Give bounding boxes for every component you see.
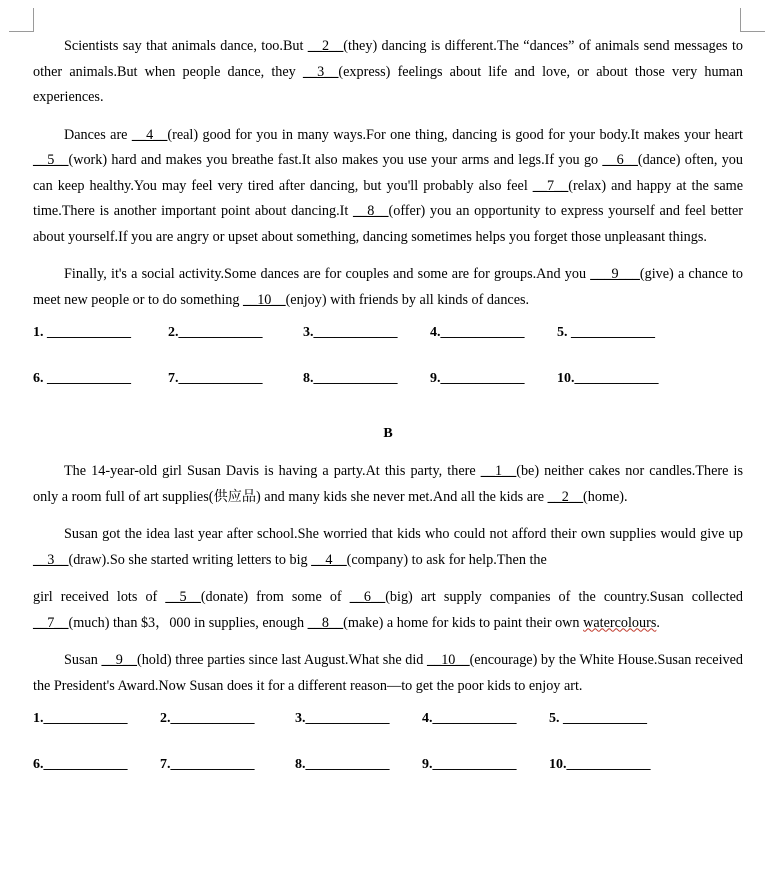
answer-row-a1 xyxy=(33,325,743,359)
blank-a10: __10__ xyxy=(243,291,286,308)
blank-a5: __5__ xyxy=(33,152,69,168)
blank-a2: __2__ xyxy=(307,38,344,54)
answer-row-b2 xyxy=(33,757,743,791)
document-page xyxy=(33,34,743,803)
answer-blank-b5[interactable]: 5. ____________ xyxy=(549,711,647,726)
answer-blank-a3[interactable]: 3.____________ xyxy=(303,325,398,340)
page-corner-mark xyxy=(740,31,765,32)
page-corner-mark xyxy=(9,31,34,32)
blank-b9: __9__ xyxy=(101,652,137,668)
blank-a8: __8__ xyxy=(353,203,389,219)
paragraph-a3: Finally, it's a social activity.Some dances are for couples and some are for groups.And you ___9___(give) a chance to meet new people or to do something __10__(enjoy) with friends by all kinds of dances. xyxy=(33,266,743,308)
answer-blank-a5[interactable]: 5. ____________ xyxy=(557,325,655,340)
answer-blank-a6[interactable]: 6. ____________ xyxy=(33,371,131,386)
answer-blank-b2[interactable]: 2.____________ xyxy=(160,711,255,726)
answer-blank-a10[interactable]: 10.____________ xyxy=(557,371,659,386)
answer-blank-b3[interactable]: 3.____________ xyxy=(295,711,390,726)
answer-blank-b1[interactable]: 1.____________ xyxy=(33,711,128,726)
blank-b4: __4__ xyxy=(311,551,347,568)
answer-blank-a9[interactable]: 9.____________ xyxy=(430,371,525,386)
blank-a4: __4__ xyxy=(131,126,168,143)
answer-row-b1 xyxy=(33,711,743,745)
answer-blank-b4[interactable]: 4.____________ xyxy=(422,711,517,726)
paragraph-a1: Scientists say that animals dance, too.But __2__(they) dancing is different.The “dances” of animals send messages to other animals.But when people dance, they __3__(express) feelings about life and love, or about those very human experiences. xyxy=(33,38,743,105)
answer-row-a2 xyxy=(33,371,743,405)
answer-blank-b8[interactable]: 8.____________ xyxy=(295,757,390,772)
paragraph-b2: Susan got the idea last year after school.She worried that kids who could not afford their own supplies would give up __3__(draw).So she started writing letters to big __4__(company) to ask for help.Then the xyxy=(33,526,743,568)
answer-blank-a7[interactable]: 7.____________ xyxy=(168,371,263,386)
answer-blank-a2[interactable]: 2.____________ xyxy=(168,325,263,340)
answer-blank-a8[interactable]: 8.____________ xyxy=(303,371,398,386)
blank-a7: __7__ xyxy=(532,177,569,194)
blank-b3: __3__ xyxy=(33,551,69,568)
blank-b6: __6__ xyxy=(349,589,386,605)
paragraph-b1: The 14-year-old girl Susan Davis is having a party.At this party, there __1__(be) neither cakes nor candles.There is only a room full of art supplies(供应品) and many kids she never met.And all the kids are __2__(home). xyxy=(33,463,743,505)
answer-blank-a4[interactable]: 4.____________ xyxy=(430,325,525,340)
section-heading-b: B xyxy=(383,426,393,441)
answer-blank-b9[interactable]: 9.____________ xyxy=(422,757,517,772)
blank-b1: __1__ xyxy=(480,463,517,479)
answer-blank-a1[interactable]: 1. ____________ xyxy=(33,325,131,340)
blank-b10: __10__ xyxy=(427,652,470,668)
blank-b8: __8__ xyxy=(307,614,344,631)
blank-b2: __2__ xyxy=(547,488,584,505)
blank-a6: __6__ xyxy=(602,152,638,168)
page-corner-mark xyxy=(33,8,34,32)
answer-blank-b10[interactable]: 10.____________ xyxy=(549,757,651,772)
page-corner-mark xyxy=(740,8,741,32)
answer-blank-b7[interactable]: 7.____________ xyxy=(160,757,255,772)
paragraph-a2: Dances are __4__(real) good for you in many ways.For one thing, dancing is good for your body.It makes your heart __5__(work) hard and makes you breathe fast.It also makes you use your arms and legs.If you go __6__(dance) often, you can keep healthy.You may feel very tired after dancing, but you'll probably also feel __7__(relax) and happy at the same time.There is another important point about dancing.It __8__(offer) you an opportunity to express yourself and feel better about yourself.If you are angry or upset about something, dancing sometimes helps you forget those unpleasant things. xyxy=(33,126,743,245)
answer-blank-b6[interactable]: 6.____________ xyxy=(33,757,128,772)
blank-a3: __3__ xyxy=(302,63,339,80)
spellcheck-word: watercolours xyxy=(583,614,657,631)
blank-b5: __5__ xyxy=(165,589,201,605)
paragraph-b3: girl received lots of __5__(donate) from some of __6__(big) art supply companies of the country.Susan collected __7__(much) than $3，000 in supplies, enough __8__(make) a home for kids to paint their own watercolours. xyxy=(33,589,743,631)
blank-b7: __7__ xyxy=(33,614,69,631)
paragraph-b4: Susan __9__(hold) three parties since last August.What she did __10__(encourage) by the White House.Susan received the President's Award.Now Susan does it for a different reason—to get the poor kids to enjoy art. xyxy=(33,652,743,694)
blank-a9: ___9___ xyxy=(590,266,640,282)
